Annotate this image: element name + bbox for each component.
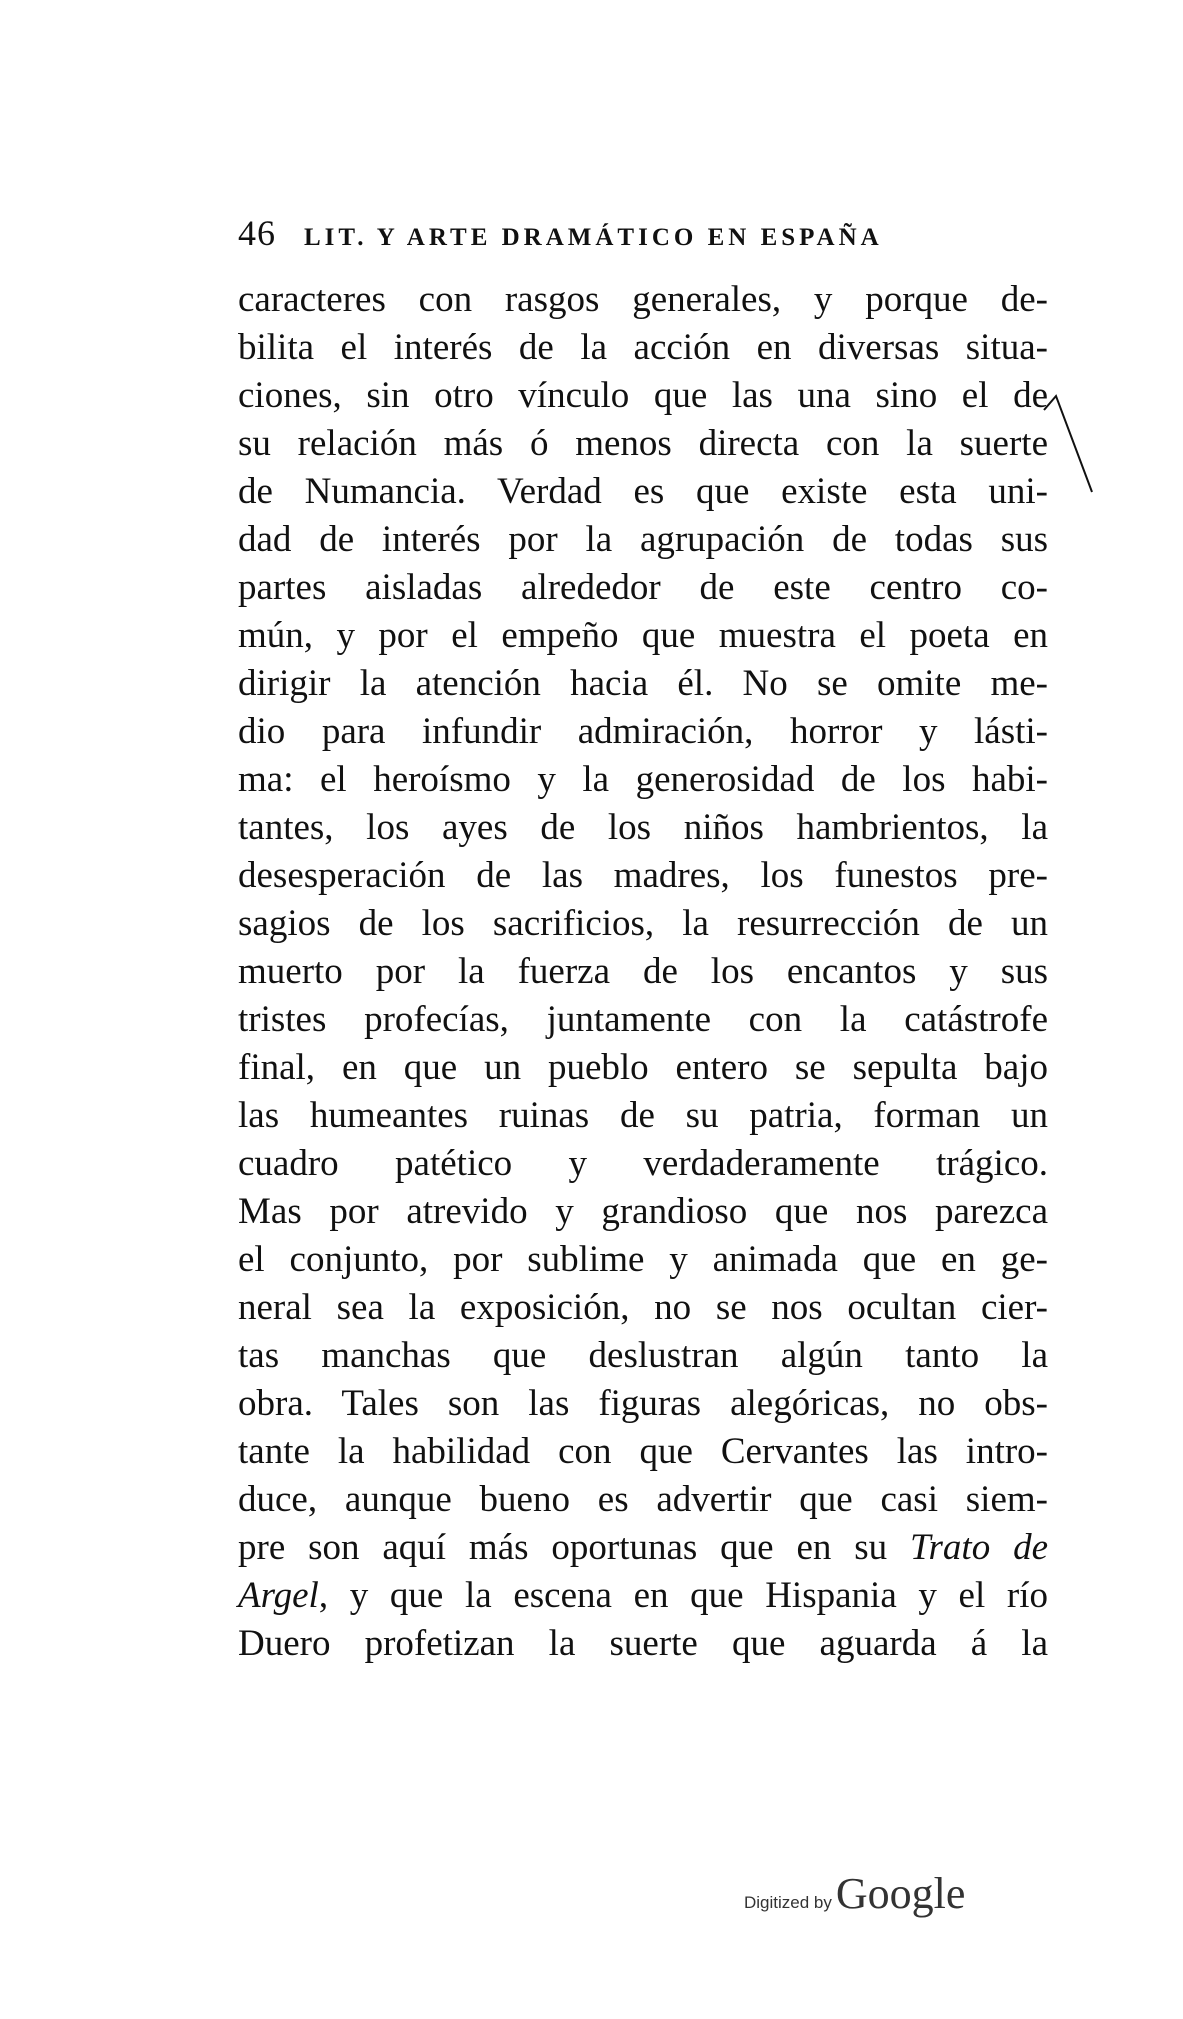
text-line: dirigir la atención hacia él. No se omite me- — [238, 663, 1048, 704]
text-line: ma: el heroísmo y la generosidad de los habi- — [238, 759, 1048, 800]
text-line: Mas por atrevido y grandioso que nos parezca — [238, 1191, 1048, 1232]
text-line — [238, 1572, 1048, 1620]
text-line: final, en que un pueblo entero se sepulta bajo — [238, 1047, 1048, 1088]
text-line: de Numancia. Verdad es que existe esta uni- — [238, 471, 1048, 512]
digitized-by-label: Digitized by — [744, 1893, 832, 1912]
text-line: su relación más ó menos directa con la suerte — [238, 423, 1048, 464]
text-line: caracteres con rasgos generales, y porque de- — [238, 279, 1048, 320]
text-line: tante la habilidad con que Cervantes las intro- — [238, 1431, 1048, 1472]
body-text — [238, 276, 1048, 1668]
text-fragment: pre son aquí más oportunas que en su — [238, 1527, 910, 1568]
text-line: el conjunto, por sublime y animada que en ge- — [238, 1239, 1048, 1280]
text-line: muerto por la fuerza de los encantos y sus — [238, 951, 1048, 992]
text-line: cuadro patético y verdaderamente trágico. — [238, 1143, 1048, 1184]
digitization-watermark — [744, 1868, 965, 1919]
text-line: obra. Tales son las figuras alegóricas, no obs- — [238, 1383, 1048, 1424]
italic-title: Trato de — [910, 1527, 1048, 1568]
text-line: tristes profecías, juntamente con la catástrofe — [238, 999, 1048, 1040]
text-line: dio para infundir admiración, horror y lásti- — [238, 711, 1048, 752]
text-line: bilita el interés de la acción en diversas situa- — [238, 327, 1048, 368]
text-line: sagios de los sacrificios, la resurrección de un — [238, 903, 1048, 944]
running-title: LIT. Y ARTE DRAMÁTICO EN ESPAÑA — [304, 224, 883, 251]
text-line: duce, aunque bueno es advertir que casi siem- — [238, 1479, 1048, 1520]
google-logo: Google — [835, 1869, 966, 1918]
page-number: 46 — [238, 213, 276, 253]
text-line: mún, y por el empeño que muestra el poeta en — [238, 615, 1048, 656]
pen-stroke-mark — [1040, 392, 1100, 502]
text-line: tas manchas que deslustran algún tanto la — [238, 1335, 1048, 1376]
text-line — [238, 1524, 1048, 1572]
text-line: dad de interés por la agrupación de todas sus — [238, 519, 1048, 560]
text-line: desesperación de las madres, los funestos pre- — [238, 855, 1048, 896]
text-line: tantes, los ayes de los niños hambrientos, la — [238, 807, 1048, 848]
text-line: las humeantes ruinas de su patria, forman un — [238, 1095, 1048, 1136]
text-line: partes aisladas alrededor de este centro co- — [238, 567, 1048, 608]
running-header — [238, 212, 1048, 262]
text-fragment: , y que la escena en que Hispania y el río — [318, 1575, 1048, 1616]
text-line: Duero profetizan la suerte que aguarda á la — [238, 1623, 1048, 1664]
text-line: neral sea la exposición, no se nos ocultan cier- — [238, 1287, 1048, 1328]
italic-title: Argel — [238, 1575, 319, 1616]
text-line: ciones, sin otro vínculo que las una sino el de — [238, 375, 1048, 416]
